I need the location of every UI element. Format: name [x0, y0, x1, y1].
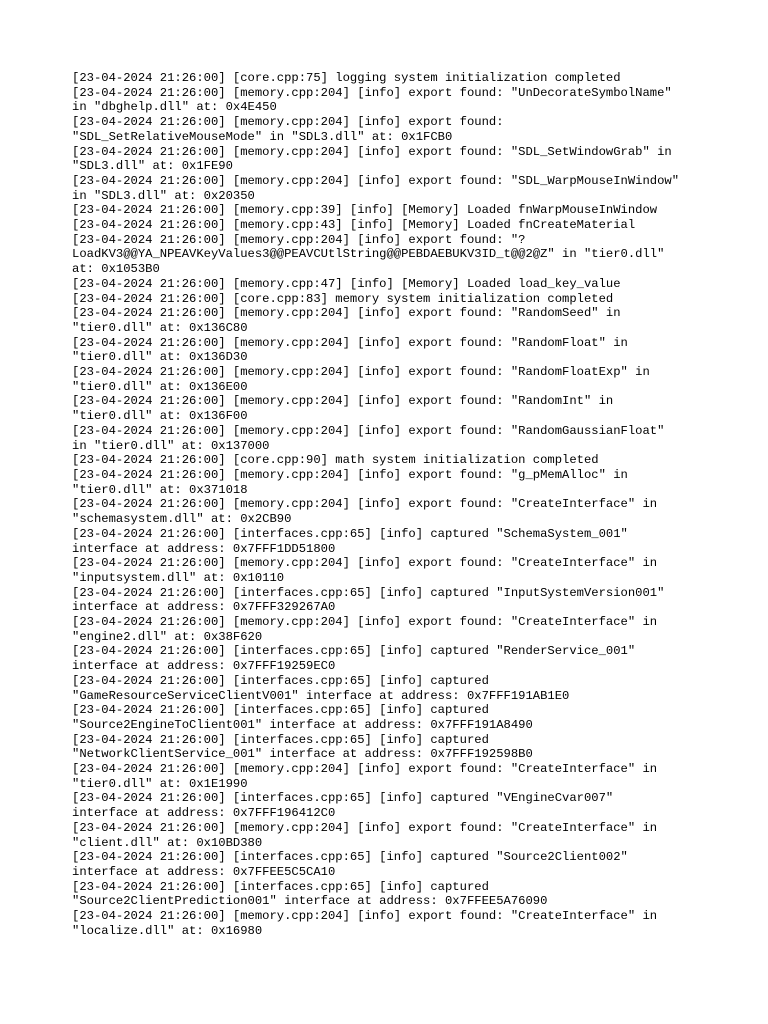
- log-line: [23-04-2024 21:26:00] [memory.cpp:39] [info] [Memory] Loaded fnWarpMouseInWindow: [72, 203, 658, 218]
- log-line: interface at address: 0x7FFF1DD51800: [72, 541, 336, 556]
- log-line: [23-04-2024 21:26:00] [interfaces.cpp:65] [info] captured "RenderService_001": [72, 644, 636, 659]
- log-line: [23-04-2024 21:26:00] [memory.cpp:43] [info] [Memory] Loaded fnCreateMaterial: [72, 218, 636, 233]
- log-line: [23-04-2024 21:26:00] [memory.cpp:204] [info] export found:: [72, 115, 504, 130]
- log-line: in "tier0.dll" at: 0x137000: [72, 438, 270, 453]
- log-line: in "dbghelp.dll" at: 0x4E450: [72, 100, 277, 115]
- log-line: [23-04-2024 21:26:00] [memory.cpp:204] [info] export found: "RandomGaussianFloat": [72, 423, 665, 438]
- log-line: interface at address: 0x7FFF19259EC0: [72, 659, 336, 674]
- log-line: [23-04-2024 21:26:00] [core.cpp:75] logging system initialization completed: [72, 71, 621, 85]
- log-line: [23-04-2024 21:26:00] [memory.cpp:204] [info] export found: "CreateInterface" in: [72, 497, 658, 512]
- log-line: [23-04-2024 21:26:00] [memory.cpp:204] [info] export found: "?: [72, 232, 526, 247]
- log-line: "tier0.dll" at: 0x136D30: [72, 350, 248, 365]
- log-line: "engine2.dll" at: 0x38F620: [72, 629, 263, 644]
- log-line: [23-04-2024 21:26:00] [interfaces.cpp:65] [info] captured: [72, 673, 489, 688]
- log-line: [23-04-2024 21:26:00] [interfaces.cpp:65] [info] captured: [72, 703, 489, 718]
- log-line: [23-04-2024 21:26:00] [interfaces.cpp:65] [info] captured: [72, 879, 489, 894]
- log-line: "localize.dll" at: 0x16980: [72, 923, 263, 938]
- log-line: [23-04-2024 21:26:00] [memory.cpp:204] [info] export found: "CreateInterface" in: [72, 762, 658, 777]
- log-line: [23-04-2024 21:26:00] [memory.cpp:204] [info] export found: "CreateInterface" in: [72, 909, 658, 924]
- log-line: "Source2EngineToClient001" interface at address: 0x7FFF191A8490: [72, 717, 533, 732]
- log-line: interface at address: 0x7FFF329267A0: [72, 600, 336, 615]
- log-text: [72, 71, 712, 938]
- log-line: [23-04-2024 21:26:00] [memory.cpp:204] [info] export found: "CreateInterface" in: [72, 615, 658, 630]
- log-line: "tier0.dll" at: 0x371018: [72, 482, 248, 497]
- log-line: "inputsystem.dll" at: 0x10110: [72, 570, 285, 585]
- log-line: "tier0.dll" at: 0x1E1990: [72, 776, 248, 791]
- log-line: [23-04-2024 21:26:00] [memory.cpp:204] [info] export found: "RandomInt" in: [72, 394, 614, 409]
- log-line: [23-04-2024 21:26:00] [memory.cpp:204] [info] export found: "g_pMemAlloc" in: [72, 467, 628, 482]
- log-line: "tier0.dll" at: 0x136E00: [72, 379, 248, 394]
- log-line: interface at address: 0x7FFEE5C5CA10: [72, 864, 336, 879]
- log-line: [23-04-2024 21:26:00] [interfaces.cpp:65] [info] captured: [72, 732, 489, 747]
- log-line: at: 0x1053B0: [72, 262, 160, 277]
- log-line: "tier0.dll" at: 0x136F00: [72, 409, 248, 424]
- log-line: "SDL_SetRelativeMouseMode" in "SDL3.dll" at: 0x1FCB0: [72, 129, 453, 144]
- log-line: [23-04-2024 21:26:00] [interfaces.cpp:65] [info] captured "InputSystemVersion001": [72, 585, 665, 600]
- log-line: "tier0.dll" at: 0x136C80: [72, 320, 248, 335]
- log-line: "NetworkClientService_001" interface at address: 0x7FFF192598B0: [72, 747, 533, 762]
- log-line: "Source2ClientPrediction001" interface at address: 0x7FFEE5A76090: [72, 894, 548, 909]
- log-line: [23-04-2024 21:26:00] [memory.cpp:204] [info] export found: "RandomFloat" in: [72, 335, 628, 350]
- log-line: [23-04-2024 21:26:00] [interfaces.cpp:65] [info] captured "SchemaSystem_001": [72, 526, 628, 541]
- log-line: [23-04-2024 21:26:00] [memory.cpp:204] [info] export found: "RandomSeed" in: [72, 306, 621, 321]
- log-line: [23-04-2024 21:26:00] [core.cpp:83] memory system initialization completed: [72, 291, 614, 306]
- log-line: [23-04-2024 21:26:00] [interfaces.cpp:65] [info] captured "VEngineCvar007": [72, 791, 614, 806]
- log-line: [23-04-2024 21:26:00] [memory.cpp:204] [info] export found: "UnDecorateSymbolName": [72, 85, 672, 100]
- log-line: [23-04-2024 21:26:00] [interfaces.cpp:65] [info] captured "Source2Client002": [72, 850, 628, 865]
- log-line: interface at address: 0x7FFF196412C0: [72, 806, 336, 821]
- log-line: "client.dll" at: 0x10BD380: [72, 835, 263, 850]
- log-line: [23-04-2024 21:26:00] [memory.cpp:204] [info] export found: "SDL_WarpMouseInWindow": [72, 173, 680, 188]
- log-line: [23-04-2024 21:26:00] [memory.cpp:204] [info] export found: "RandomFloatExp" in: [72, 365, 650, 380]
- log-line: LoadKV3@@YA_NPEAVKeyValues3@@PEAVCUtlString@@PEBDAEBUKV3ID_t@@2@Z" in "tier0.dll": [72, 247, 665, 262]
- log-line: [23-04-2024 21:26:00] [core.cpp:90] math system initialization completed: [72, 453, 599, 468]
- log-line: [23-04-2024 21:26:00] [memory.cpp:204] [info] export found: "CreateInterface" in: [72, 820, 658, 835]
- log-line: "GameResourceServiceClientV001" interface at address: 0x7FFF191AB1E0: [72, 688, 570, 703]
- log-line: "schemasystem.dll" at: 0x2CB90: [72, 512, 292, 527]
- log-line: [23-04-2024 21:26:00] [memory.cpp:47] [info] [Memory] Loaded load_key_value: [72, 276, 621, 291]
- log-line: "SDL3.dll" at: 0x1FE90: [72, 159, 233, 174]
- log-line: [23-04-2024 21:26:00] [memory.cpp:204] [info] export found: "SDL_SetWindowGrab" in: [72, 144, 672, 159]
- log-line: [23-04-2024 21:26:00] [memory.cpp:204] [info] export found: "CreateInterface" in: [72, 556, 658, 571]
- log-line: in "SDL3.dll" at: 0x20350: [72, 188, 255, 203]
